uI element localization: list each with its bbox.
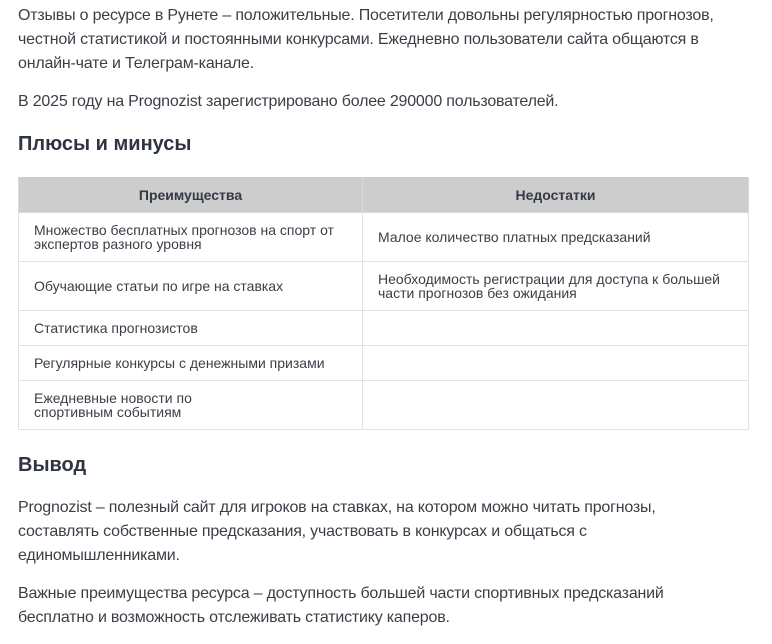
table-row <box>19 381 749 430</box>
conclusion-paragraph-summary: Prognozist – полезный сайт для игроков на ставках, на котором можно читать прогнозы, составлять собственные предсказания, участвовать в конкурсах и общаться с единомышленниками. <box>18 499 656 564</box>
table-row <box>19 346 749 381</box>
pros-cell: Обучающие статьи по игре на ставках <box>19 262 363 311</box>
pros-cons-table <box>18 177 749 430</box>
intro-paragraph-users: В 2025 году на Prognozist зарегистрировано более 290000 пользователей. <box>18 93 559 110</box>
column-header-cons: Недостатки <box>363 178 749 213</box>
intro-paragraph-reviews: Отзывы о ресурсе в Рунете – положительные. Посетители довольны регулярностью прогнозов, честной статистикой и постоянными конкурсами. Ежедневно пользователи сайта общаются в онлайн-чате и Телеграм-канале. <box>18 7 714 72</box>
table-row <box>19 262 749 311</box>
conclusion-paragraph-advantages: Важные преимущества ресурса – доступность большей части спортивных предсказаний бесплатно и возможность отслеживать статистику каперов. <box>18 585 664 626</box>
table-header-row <box>19 178 749 213</box>
pros-cons-heading: Плюсы и минусы <box>18 133 192 155</box>
article-content <box>0 4 772 630</box>
pros-cell: Статистика прогнозистов <box>19 311 363 346</box>
pros-cell: Регулярные конкурсы с денежными призами <box>19 346 363 381</box>
cons-cell <box>363 311 749 346</box>
cons-cell: Необходимость регистрации для доступа к большей части прогнозов без ожидания <box>363 262 749 311</box>
column-header-pros: Преимущества <box>19 178 363 213</box>
table-row <box>19 311 749 346</box>
conclusion-heading: Вывод <box>18 454 87 476</box>
table-row <box>19 213 749 262</box>
cons-cell: Малое количество платных предсказаний <box>363 213 749 262</box>
pros-cell: Ежедневные новости по спортивным событиям <box>19 381 363 430</box>
pros-cell: Множество бесплатных прогнозов на спорт от экспертов разного уровня <box>19 213 363 262</box>
cons-cell <box>363 381 749 430</box>
cons-cell <box>363 346 749 381</box>
